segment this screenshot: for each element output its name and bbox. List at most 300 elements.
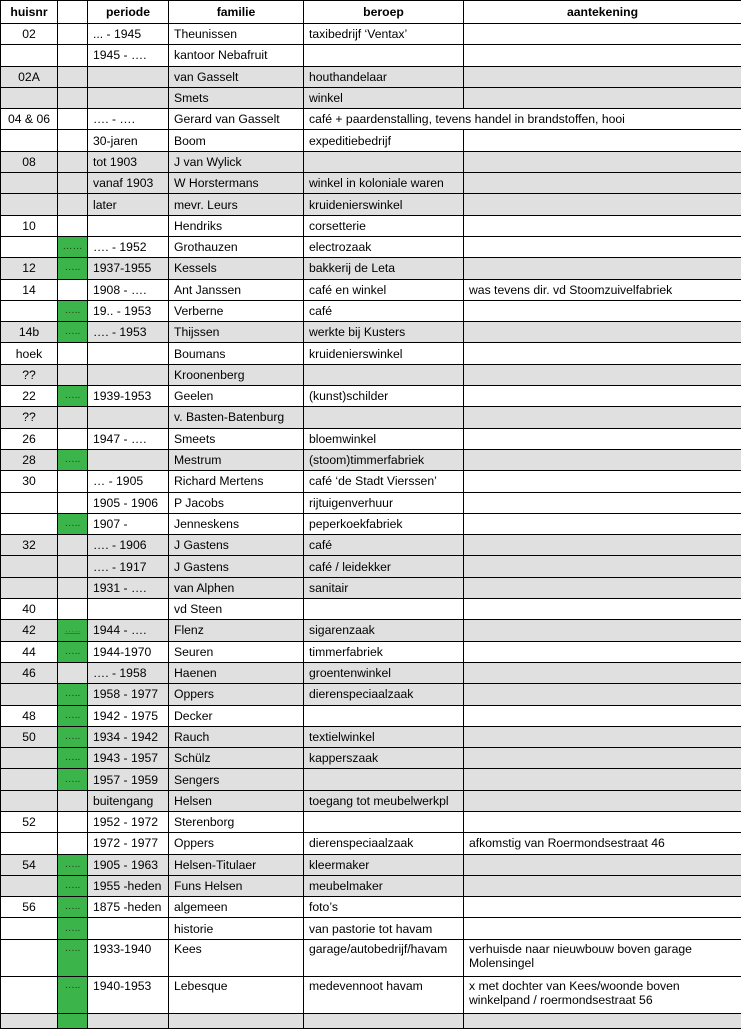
mark-dots: ….. (64, 773, 81, 785)
cell-beroep (304, 151, 464, 172)
cell-huisnr: 02 (1, 24, 58, 45)
table-row (1, 428, 741, 449)
cell-aantekening (464, 449, 741, 470)
cell-familie: J Gastens (169, 556, 304, 577)
cell-huisnr (1, 790, 58, 811)
cell-aantekening (464, 258, 741, 279)
table-row (1, 748, 741, 769)
table-row (1, 599, 741, 620)
cell-familie: W Horstermans (169, 173, 304, 194)
mark-dots: …… (62, 241, 83, 253)
cell-beroep: kleermaker (304, 854, 464, 875)
cell-beroep: textielwinkel (304, 726, 464, 747)
table-row (1, 236, 741, 257)
cell-familie: Mestrum (169, 449, 304, 470)
cell-familie: Ant Janssen (169, 279, 304, 300)
cell-aantekening (464, 428, 741, 449)
cell-beroep: meubelmaker (304, 875, 464, 896)
cell-aantekening (464, 641, 741, 662)
cell-beroep (304, 769, 464, 790)
cell-huisnr (1, 769, 58, 790)
cell-aantekening (464, 854, 741, 875)
cell-mark (58, 322, 88, 343)
cell-familie: Boom (169, 130, 304, 151)
cell-familie: van Alphen (169, 577, 304, 598)
cell-aantekening (464, 300, 741, 321)
cell-familie: J Gastens (169, 535, 304, 556)
cell-periode: …. - 1952 (88, 236, 169, 257)
cell-periode: 1972 - 1977 (88, 833, 169, 854)
cell-periode: …. - 1958 (88, 662, 169, 683)
mark-dots: ….. (64, 922, 81, 934)
cell-familie: Jenneskens (169, 513, 304, 534)
mark-dots: ….. (64, 688, 81, 700)
cell-aantekening: afkomstig van Roermondsestraat 46 (464, 833, 741, 854)
cell-huisnr: ?? (1, 407, 58, 428)
table-row (1, 364, 741, 385)
cell-mark (58, 173, 88, 194)
cell-beroep: taxibedrijf ‘Ventax’ (304, 24, 464, 45)
cell-beroep: café (304, 535, 464, 556)
cell-huisnr (1, 236, 58, 257)
cell-familie: Thijssen (169, 322, 304, 343)
cell-mark (58, 428, 88, 449)
cell-beroep: medevennoot havam (304, 976, 464, 1013)
cell-periode: 1908 - …. (88, 279, 169, 300)
mark-dots: ….. (64, 517, 81, 529)
cell-familie: Funs Helsen (169, 875, 304, 896)
cell-mark (58, 258, 88, 279)
table-row (1, 194, 741, 215)
cell-mark (58, 620, 88, 641)
cell-beroep: café ‘de Stadt Vierssen’ (304, 471, 464, 492)
mark-dots: ….. (64, 880, 81, 892)
cell-mark (58, 449, 88, 470)
cell-periode: 1943 - 1957 (88, 748, 169, 769)
cell-beroep: dierenspeciaalzaak (304, 833, 464, 854)
table-row (1, 151, 741, 172)
cell-mark (58, 343, 88, 364)
cell-beroep: café / leidekker (304, 556, 464, 577)
cell-periode (88, 407, 169, 428)
mark-dots: ….. (64, 858, 81, 870)
cell-huisnr: 28 (1, 449, 58, 470)
table-row (1, 279, 741, 300)
cell-mark (58, 279, 88, 300)
cell-aantekening (464, 535, 741, 556)
cell-huisnr: 46 (1, 662, 58, 683)
cell-familie: Grothauzen (169, 236, 304, 257)
cell-familie: Gerard van Gasselt (169, 109, 304, 130)
table-row (1, 790, 741, 811)
cell-periode: 1942 - 1975 (88, 705, 169, 726)
cell-familie: Hendriks (169, 215, 304, 236)
cell-periode: 1907 - (88, 513, 169, 534)
table-row (1, 300, 741, 321)
cell-aantekening (464, 215, 741, 236)
cell-mark (58, 215, 88, 236)
cell-mark (58, 811, 88, 832)
cell-aantekening (464, 236, 741, 257)
table-row (1, 45, 741, 66)
cell-aantekening (464, 173, 741, 194)
table-row (1, 258, 741, 279)
cell-familie (169, 1013, 304, 1028)
table-row (1, 386, 741, 407)
table-row (1, 662, 741, 683)
cell-mark (58, 194, 88, 215)
cell-mark (58, 599, 88, 620)
header-beroep: beroep (304, 1, 464, 24)
cell-beroep: dierenspeciaalzaak (304, 684, 464, 705)
cell-aantekening (464, 24, 741, 45)
cell-mark (58, 875, 88, 896)
table-row (1, 322, 741, 343)
cell-periode: 1933-1940 (88, 939, 169, 976)
cell-beroep (304, 364, 464, 385)
table-row (1, 875, 741, 896)
cell-beroep: winkel in koloniale waren (304, 173, 464, 194)
cell-periode: 1955 -heden (88, 875, 169, 896)
cell-mark (58, 24, 88, 45)
cell-periode: ... - 1945 (88, 24, 169, 45)
cell-huisnr (1, 492, 58, 513)
cell-familie: Boumans (169, 343, 304, 364)
cell-periode: … - 1905 (88, 471, 169, 492)
cell-periode: 1905 - 1906 (88, 492, 169, 513)
cell-aantekening (464, 918, 741, 939)
cell-aantekening (464, 130, 741, 151)
cell-beroep: bloemwinkel (304, 428, 464, 449)
mark-dots: ….. (64, 454, 81, 466)
table-row (1, 215, 741, 236)
cell-aantekening (464, 705, 741, 726)
table-row (1, 343, 741, 364)
cell-periode: 1875 -heden (88, 897, 169, 918)
cell-huisnr (1, 1013, 58, 1028)
cell-familie: Theunissen (169, 24, 304, 45)
table-row (1, 66, 741, 87)
cell-huisnr (1, 556, 58, 577)
cell-mark (58, 513, 88, 534)
cell-beroep: timmerfabriek (304, 641, 464, 662)
cell-familie: Verberne (169, 300, 304, 321)
cell-mark (58, 109, 88, 130)
cell-huisnr: ?? (1, 364, 58, 385)
cell-beroep: rijtuigenverhuur (304, 492, 464, 513)
cell-familie: Sengers (169, 769, 304, 790)
cell-mark (58, 236, 88, 257)
mark-dots: ….. (64, 624, 81, 636)
mark-dots: ….. (64, 305, 81, 316)
cell-periode (88, 364, 169, 385)
cell-huisnr (1, 194, 58, 215)
cell-huisnr (1, 875, 58, 896)
cell-aantekening (464, 151, 741, 172)
table-row (1, 492, 741, 513)
cell-periode: 1939-1953 (88, 386, 169, 407)
mark-dots: ….. (64, 979, 81, 991)
cell-huisnr (1, 45, 58, 66)
cell-huisnr: 48 (1, 705, 58, 726)
cell-mark (58, 577, 88, 598)
header-aantekening: aantekening (464, 1, 741, 24)
cell-huisnr: 14 (1, 279, 58, 300)
cell-aantekening (464, 471, 741, 492)
cell-huisnr: 56 (1, 897, 58, 918)
table-row (1, 449, 741, 470)
cell-mark (58, 790, 88, 811)
table-row (1, 535, 741, 556)
mark-dots: ….. (64, 709, 81, 721)
cell-beroep (304, 599, 464, 620)
cell-periode: …. - 1917 (88, 556, 169, 577)
cell-aantekening (464, 364, 741, 385)
cell-familie: Kessels (169, 258, 304, 279)
table-row (1, 556, 741, 577)
cell-mark (58, 130, 88, 151)
cell-aantekening (464, 322, 741, 343)
cell-beroep: bakkerij de Leta (304, 258, 464, 279)
cell-huisnr: 44 (1, 641, 58, 662)
cell-beroep: houthandelaar (304, 66, 464, 87)
cell-huisnr (1, 87, 58, 108)
cell-aantekening (464, 790, 741, 811)
cell-familie: vd Steen (169, 599, 304, 620)
cell-beroep: café en winkel (304, 279, 464, 300)
cell-huisnr: 10 (1, 215, 58, 236)
cell-familie: Rauch (169, 726, 304, 747)
cell-periode: …. - 1953 (88, 322, 169, 343)
cell-periode (88, 918, 169, 939)
cell-huisnr (1, 833, 58, 854)
cell-aantekening (464, 556, 741, 577)
cell-beroep: kapperszaak (304, 748, 464, 769)
table-row (1, 173, 741, 194)
cell-huisnr: 30 (1, 471, 58, 492)
cell-mark (58, 641, 88, 662)
cell-huisnr: hoek (1, 343, 58, 364)
cell-periode (88, 343, 169, 364)
cell-aantekening (464, 662, 741, 683)
cell-huisnr: 40 (1, 599, 58, 620)
mark-dots: ….. (64, 390, 81, 402)
cell-beroep: van pastorie tot havam (304, 918, 464, 939)
cell-huisnr: 14b (1, 322, 58, 343)
cell-mark (58, 386, 88, 407)
table-row (1, 705, 741, 726)
cell-aantekening (464, 620, 741, 641)
cell-aantekening (464, 684, 741, 705)
cell-mark (58, 407, 88, 428)
header-mark (58, 1, 88, 24)
table-row (1, 939, 741, 976)
cell-aantekening (464, 386, 741, 407)
cell-periode: 1940-1953 (88, 976, 169, 1013)
table-row (1, 87, 741, 108)
cell-mark (58, 662, 88, 683)
cell-mark (58, 66, 88, 87)
cell-mark (58, 87, 88, 108)
mark-dots: ….. (64, 262, 81, 274)
cell-beroep: corsetterie (304, 215, 464, 236)
header-huisnr: huisnr (1, 1, 58, 24)
table-row (1, 577, 741, 598)
header-row (1, 1, 741, 24)
cell-mark (58, 492, 88, 513)
cell-mark (58, 976, 88, 1013)
cell-familie: Richard Mertens (169, 471, 304, 492)
cell-huisnr: 52 (1, 811, 58, 832)
cell-familie: Decker (169, 705, 304, 726)
table-row (1, 641, 741, 662)
cell-periode: 1958 - 1977 (88, 684, 169, 705)
cell-aantekening (464, 194, 741, 215)
table-row (1, 854, 741, 875)
cell-huisnr (1, 513, 58, 534)
cell-aantekening (464, 769, 741, 790)
table-row (1, 833, 741, 854)
cell-familie: kantoor Nebafruit (169, 45, 304, 66)
cell-periode: 30-jaren (88, 130, 169, 151)
cell-familie: Lebesque (169, 976, 304, 1013)
cell-huisnr: 50 (1, 726, 58, 747)
cell-aantekening (464, 577, 741, 598)
table-row (1, 1013, 741, 1028)
cell-huisnr: 02A (1, 66, 58, 87)
cell-huisnr (1, 748, 58, 769)
cell-mark (58, 45, 88, 66)
cell-beroep (304, 45, 464, 66)
cell-mark (58, 471, 88, 492)
table-row (1, 407, 741, 428)
cell-periode: 1945 - …. (88, 45, 169, 66)
cell-periode: …. - 1906 (88, 535, 169, 556)
cell-huisnr: 26 (1, 428, 58, 449)
table-row (1, 918, 741, 939)
table-row (1, 811, 741, 832)
cell-huisnr (1, 577, 58, 598)
cell-aantekening (464, 343, 741, 364)
table-row (1, 769, 741, 790)
cell-huisnr (1, 130, 58, 151)
cell-mark (58, 833, 88, 854)
cell-aantekening (464, 1013, 741, 1028)
cell-familie: algemeen (169, 897, 304, 918)
mark-dots: ….. (64, 752, 81, 764)
cell-beroep: café (304, 300, 464, 321)
cell-mark (58, 897, 88, 918)
cell-familie: Oppers (169, 833, 304, 854)
cell-periode: 19.. - 1953 (88, 300, 169, 321)
table-row (1, 109, 741, 130)
cell-mark (58, 364, 88, 385)
cell-beroep: (stoom)timmerfabriek (304, 449, 464, 470)
cell-huisnr: 04 & 06 (1, 109, 58, 130)
cell-aantekening (464, 87, 741, 108)
cell-periode: later (88, 194, 169, 215)
cell-beroep: garage/autobedrijf/havam (304, 939, 464, 976)
cell-aantekening: x met dochter van Kees/woonde boven winkelpand / roermondsestraat 56 (464, 976, 741, 1013)
cell-aantekening (464, 897, 741, 918)
mark-dots: ….. (64, 942, 81, 954)
cell-familie: Seuren (169, 641, 304, 662)
cell-aantekening (464, 513, 741, 534)
cell-periode (88, 1013, 169, 1028)
cell-huisnr: 22 (1, 386, 58, 407)
cell-beroep: sanitair (304, 577, 464, 598)
cell-mark (58, 726, 88, 747)
cell-mark (58, 769, 88, 790)
cell-mark (58, 918, 88, 939)
cell-familie: Kees (169, 939, 304, 976)
cell-periode: 1931 - …. (88, 577, 169, 598)
cell-periode (88, 599, 169, 620)
cell-periode: buitengang (88, 790, 169, 811)
table-row (1, 976, 741, 1013)
cell-familie: Sterenborg (169, 811, 304, 832)
cell-familie: mevr. Leurs (169, 194, 304, 215)
table-row (1, 684, 741, 705)
cell-familie: van Gasselt (169, 66, 304, 87)
cell-beroep: werkte bij Kusters (304, 322, 464, 343)
cell-beroep: winkel (304, 87, 464, 108)
cell-aantekening: verhuisde naar nieuwbouw boven garage Molensingel (464, 939, 741, 976)
cell-periode: tot 1903 (88, 151, 169, 172)
cell-aantekening (464, 45, 741, 66)
cell-periode: 1937-1955 (88, 258, 169, 279)
cell-familie: Smets (169, 87, 304, 108)
cell-familie: Kroonenberg (169, 364, 304, 385)
cell-periode: 1957 - 1959 (88, 769, 169, 790)
cell-beroep: kruidenierswinkel (304, 343, 464, 364)
cell-mark (58, 748, 88, 769)
mark-dots: ….. (64, 901, 81, 913)
table-row (1, 24, 741, 45)
cell-aantekening (464, 492, 741, 513)
cell-mark (58, 556, 88, 577)
table-row (1, 620, 741, 641)
cell-huisnr: 12 (1, 258, 58, 279)
table-row (1, 897, 741, 918)
cell-huisnr (1, 300, 58, 321)
cell-huisnr (1, 173, 58, 194)
cell-beroep: expeditiebedrijf (304, 130, 464, 151)
cell-huisnr (1, 918, 58, 939)
cell-beroep: (kunst)schilder (304, 386, 464, 407)
mark-dots: ….. (64, 645, 81, 657)
cell-periode: vanaf 1903 (88, 173, 169, 194)
cell-aantekening: was tevens dir. vd Stoomzuivelfabriek (464, 279, 741, 300)
cell-aantekening (464, 811, 741, 832)
cell-huisnr (1, 684, 58, 705)
cell-periode (88, 87, 169, 108)
cell-beroep: peperkoekfabriek (304, 513, 464, 534)
cell-huisnr (1, 976, 58, 1013)
cell-familie: v. Basten-Batenburg (169, 407, 304, 428)
cell-beroep: electrozaak (304, 236, 464, 257)
cell-periode: 1944 - …. (88, 620, 169, 641)
cell-huisnr (1, 939, 58, 976)
cell-periode: 1952 - 1972 (88, 811, 169, 832)
cell-mark (58, 151, 88, 172)
cell-huisnr: 08 (1, 151, 58, 172)
table-row (1, 726, 741, 747)
cell-familie: J van Wylick (169, 151, 304, 172)
cell-beroep: sigarenzaak (304, 620, 464, 641)
cell-beroep: kruidenierswinkel (304, 194, 464, 215)
cell-beroep (304, 1013, 464, 1028)
